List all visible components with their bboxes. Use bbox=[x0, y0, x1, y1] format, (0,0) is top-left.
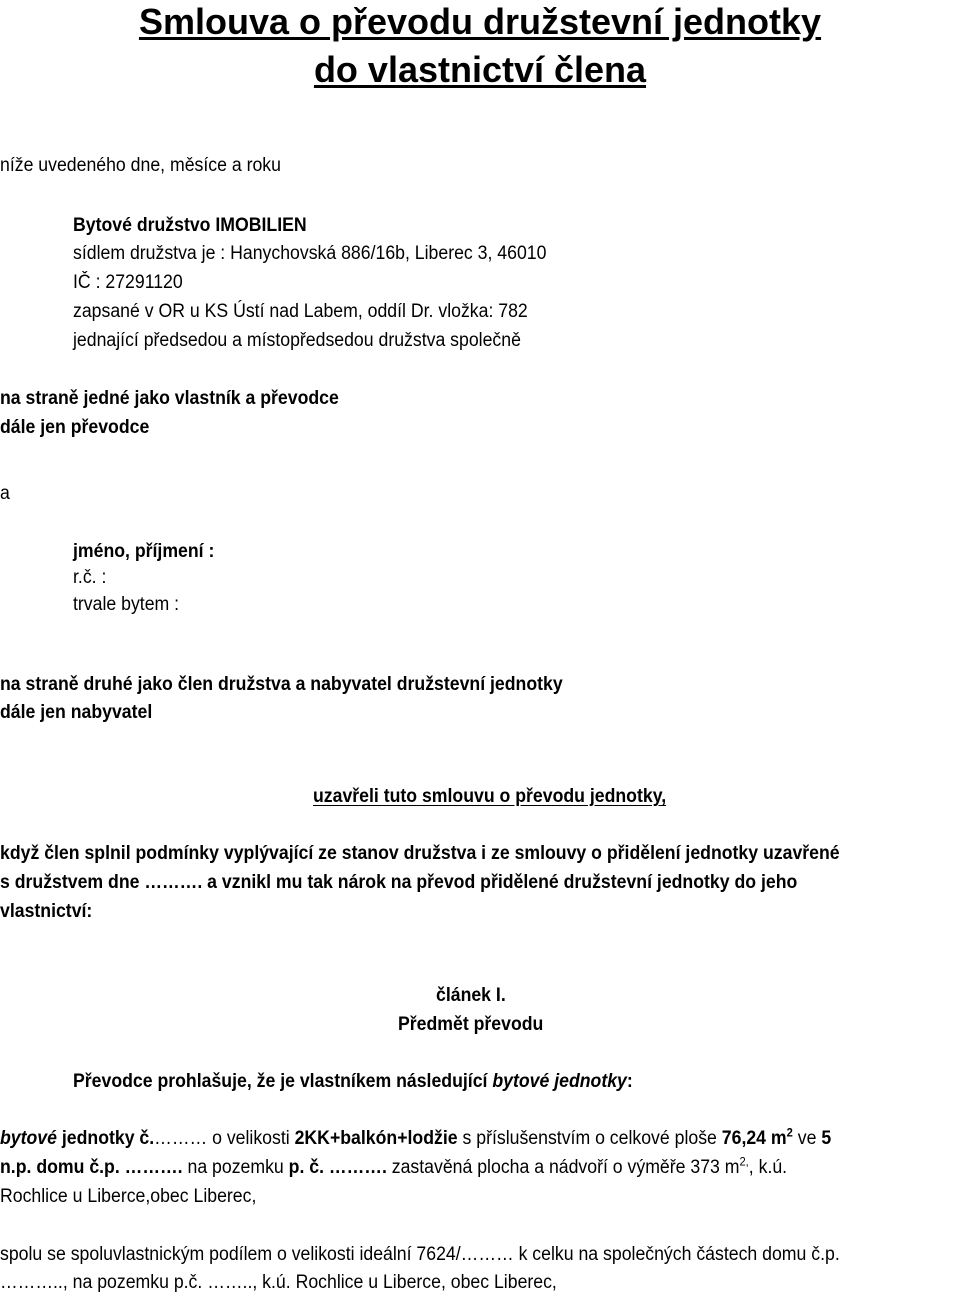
article-number: článek I. bbox=[436, 985, 506, 1006]
transferor-register: zapsané v OR u KS Ústí nad Labem, oddíl Dr. vložka: 782 bbox=[73, 301, 528, 322]
unit-line3: Rochlice u Liberce,obec Liberec, bbox=[0, 1186, 257, 1207]
condition-line1: když člen splnil podmínky vyplývající ze stanov družstva i ze smlouvy o přidělení jednotky uzavřené bbox=[0, 843, 840, 864]
transferee-rc-label: r.č. : bbox=[73, 567, 107, 588]
unit-line2: n.p. domu č.p. ………. na pozemku p. č. ………. zastavěná plocha a nádvoří o výměře 373 $m^{2,}$, k.ú. bbox=[0, 1154, 788, 1178]
document-title-line1: Smlouva o převodu družstevní jednotky bbox=[138, 1, 822, 42]
intro-text: níže uvedeného dne, měsíce a roku bbox=[0, 155, 281, 176]
party2-role: na straně druhé jako člen družstva a nabyvatel družstevní jednotky bbox=[0, 674, 563, 695]
condition-line2: s družstvem dne ………. a vznikl mu tak nárok na převod přidělené družstevní jednotky do jeho bbox=[0, 872, 798, 893]
document-title-line2: do vlastnictví člena bbox=[313, 49, 647, 90]
transferor-ico: IČ : 27291120 bbox=[73, 272, 183, 293]
unit-line1: bytové jednotky č.……… o velikosti 2KK+balkón+lodžie s příslušenstvím o celkové ploše 76,24 $m^2$ ve 5 bbox=[0, 1125, 832, 1149]
transferor-acting: jednající předsedou a místopředsedou družstva společně bbox=[73, 330, 521, 351]
share-line2: ……….., na pozemku p.č. …….., k.ú. Rochlice u Liberce, obec Liberec, bbox=[0, 1272, 557, 1293]
transferor-seat: sídlem družstva je : Hanychovská 886/16b, Liberec 3, 46010 bbox=[73, 243, 547, 264]
transferee-name-label: jméno, příjmení : bbox=[73, 541, 215, 562]
declaration: Převodce prohlašuje, že je vlastníkem následující bytové jednotky: bbox=[73, 1071, 633, 1092]
transferee-address-label: trvale bytem : bbox=[73, 594, 180, 615]
party2-short: dále jen nabyvatel bbox=[0, 702, 153, 723]
share-line1: spolu se spoluvlastnickým podílem o velikosti ideální 7624/……… k celku na společných částech domu č.p. bbox=[0, 1244, 840, 1265]
party1-role: na straně jedné jako vlastník a převodce bbox=[0, 388, 339, 409]
transferor-name: Bytové družstvo IMOBILIEN bbox=[73, 215, 307, 236]
party1-short: dále jen převodce bbox=[0, 417, 150, 438]
condition-line3: vlastnictví: bbox=[0, 901, 93, 922]
and-word: a bbox=[0, 483, 10, 504]
article-heading: Předmět převodu bbox=[398, 1014, 544, 1035]
concluded-statement: uzavřeli tuto smlouvu o převodu jednotky, bbox=[313, 786, 667, 807]
